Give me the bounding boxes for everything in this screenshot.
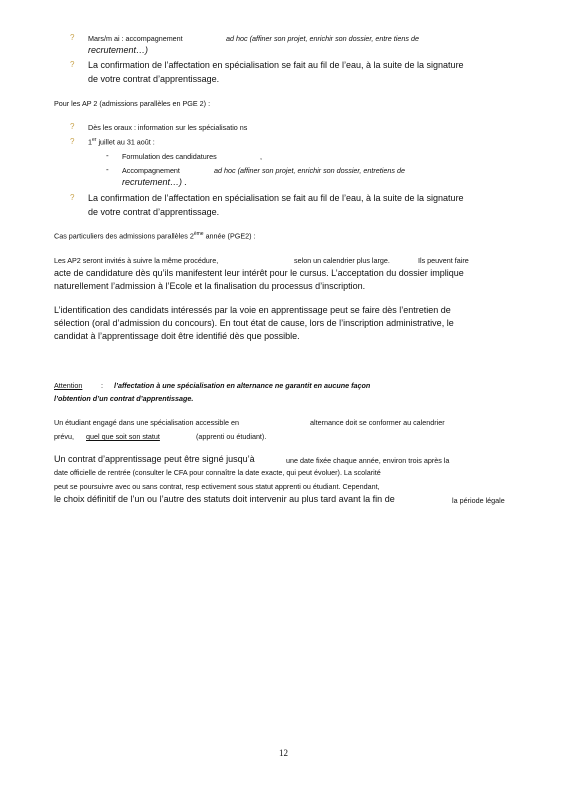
superscript: ème (193, 231, 204, 237)
text-line (88, 137, 155, 146)
text-line: : (101, 381, 103, 390)
text-span: 1 (88, 137, 92, 147)
bullet-icon: ? (70, 60, 75, 69)
section-heading (54, 231, 256, 240)
text-line: (apprenti ou étudiant). (196, 432, 267, 441)
text-line: peut se poursuivre avec ou sans contrat, resp ectivement sous statut apprenti ou étudiant. Cependant, (54, 482, 380, 491)
text-line: sélection (oral d’admission du concours). En tout état de cause, lors de l’inscription administrative, le (54, 318, 454, 328)
text-line: La confirmation de l’affectation en spécialisation se fait au fil de l’eau, à la suite de la signature (88, 60, 464, 70)
text-line: ad hoc (affiner son projet, enrichir son dossier, entre tiens de (226, 34, 419, 43)
bullet-icon: ? (70, 122, 75, 131)
attention-label: Attention (54, 381, 83, 390)
text-line: naturellement l’admission à l’Ecole et la finalisation du processus d’inscription. (54, 281, 366, 291)
dash-icon: - (106, 151, 109, 160)
bullet-icon: ? (70, 137, 75, 146)
text-line: de votre contrat d’apprentissage. (88, 74, 220, 84)
text-line: Dès les oraux : information sur les spécialisatio ns (88, 123, 248, 132)
text-line: candidat à l’apprentissage doit être identifié dès que possible. (54, 331, 300, 341)
text-span: Cas particuliers des admissions parallèles 2 (54, 231, 194, 241)
text-line: selon un calendrier plus large. (294, 256, 390, 265)
text-line: La confirmation de l’affectation en spécialisation se fait au fil de l’eau, à la suite de la signature (88, 193, 464, 203)
text-line: date officielle de rentrée (consulter le CFA pour connaître la date exacte, qui peut évoluer). La scolarité (54, 468, 381, 477)
text-line: recrutement…) (88, 45, 149, 55)
text-line: Les AP2 seront invités à suivre la même procédure, (54, 256, 219, 265)
text-line: la période légale (452, 496, 505, 505)
text-line: de votre contrat d’apprentissage. (88, 207, 220, 217)
text-line: l’obtention d’un contrat d’apprentissage. (54, 394, 194, 403)
section-heading: Pour les AP 2 (admissions parallèles en PGE 2) : (54, 99, 211, 108)
text-line: ad hoc (affiner son projet, enrichir son dossier, entretiens de (214, 166, 405, 175)
bullet-icon: ? (70, 193, 75, 202)
text-line: recrutement…) . (122, 177, 188, 187)
text-line: Formulation des candidatures (122, 152, 217, 161)
text-line: Mars/m ai : accompagnement (88, 34, 183, 43)
text-line: alternance doit se conformer au calendrier (310, 418, 445, 427)
bullet-icon: ? (70, 33, 75, 42)
text-line: Un étudiant engagé dans une spécialisation accessible en (54, 418, 240, 427)
text-line: Ils peuvent faire (418, 256, 469, 265)
text-line: Accompagnement (122, 166, 180, 175)
text-line: l’affectation à une spécialisation en alternance ne garantit en aucune façon (114, 381, 371, 390)
text-line: prévu, (54, 432, 74, 441)
text-span: année (PGE2) : (205, 231, 256, 241)
superscript: er (92, 137, 97, 143)
text-span: juillet au 31 août : (98, 137, 155, 147)
text-line: une date fixée chaque année, environ trois après la (286, 456, 450, 465)
text-line: quel que soit son statut (86, 432, 160, 441)
text-line: Un contrat d’apprentissage peut être signé jusqu’à (54, 454, 255, 464)
text-line: , (260, 152, 262, 161)
text-line: le choix définitif de l’un ou l’autre des statuts doit intervenir au plus tard avant la fin de (54, 494, 395, 504)
dash-icon: - (106, 165, 109, 174)
text-line: acte de candidature dès qu’ils manifestent leur intérêt pour le cursus. L’acceptation du dossier implique (54, 268, 464, 278)
page-number: 12 (279, 748, 288, 758)
text-line: L’identification des candidats intéressés par la voie en apprentissage peut se faire dès l’entretien de (54, 305, 451, 315)
